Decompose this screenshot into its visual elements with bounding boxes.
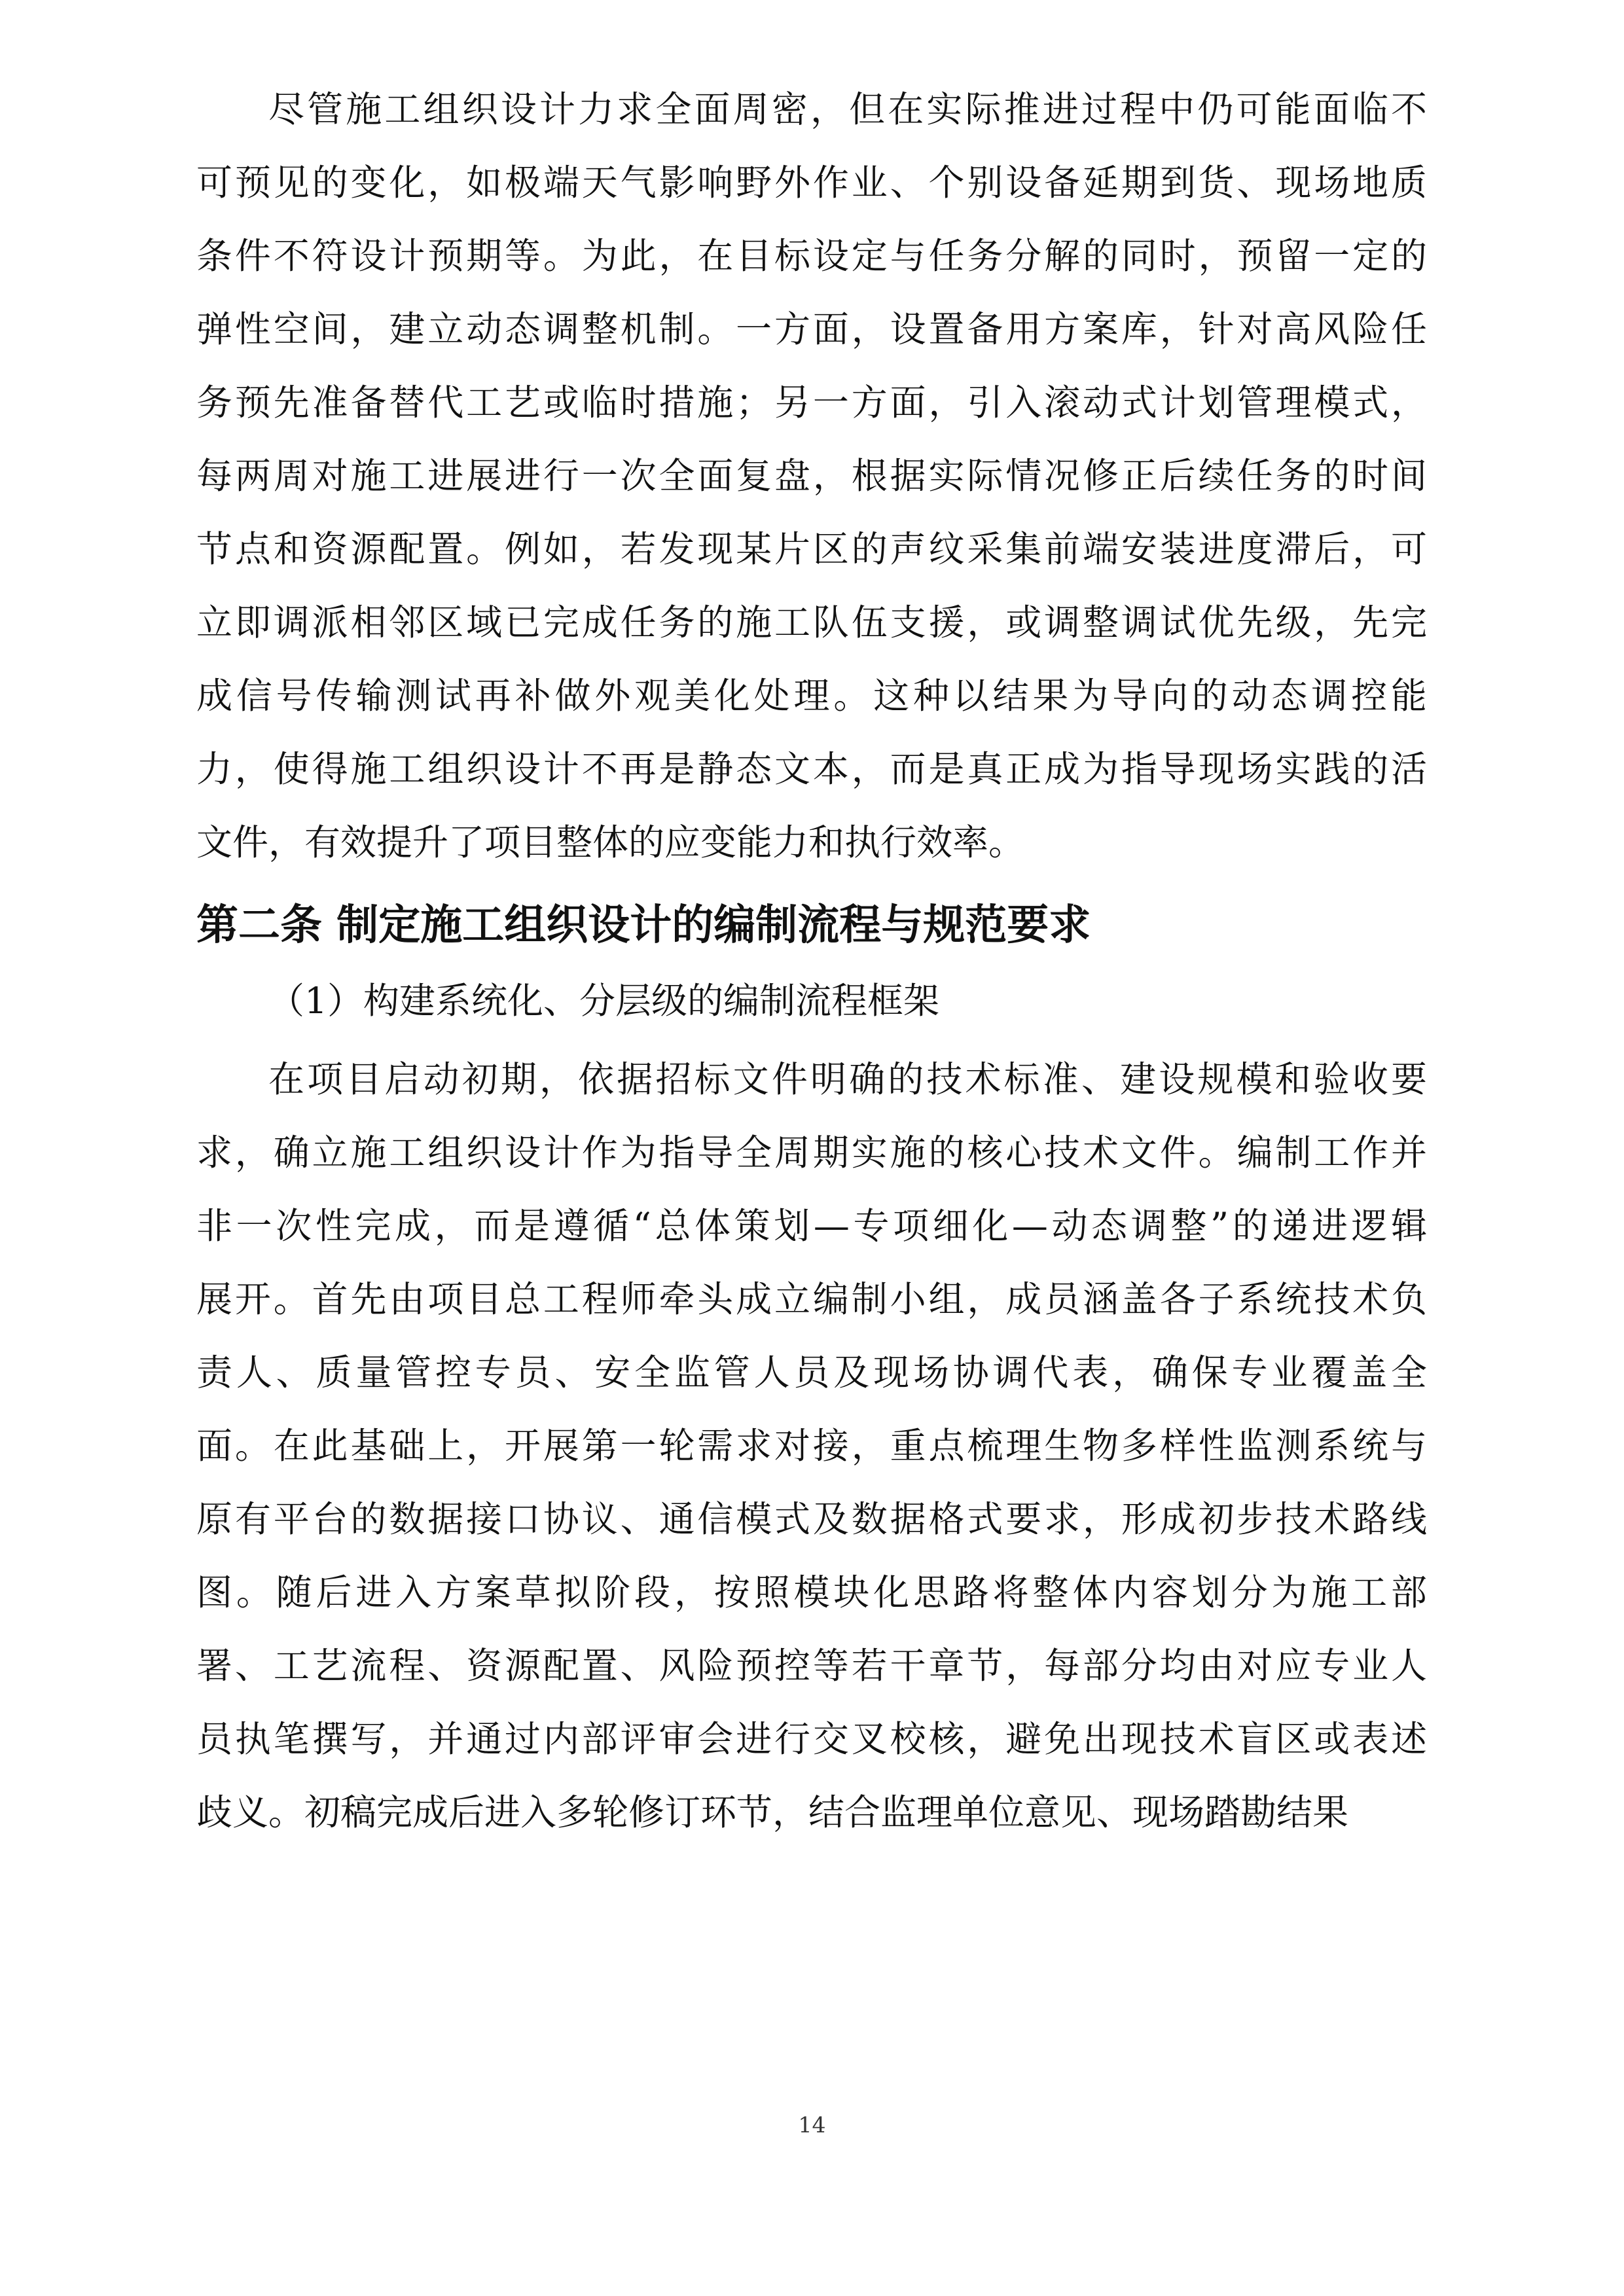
paragraph-line: 务预先准备替代工艺或临时措施；另一方面，引入滚动式计划管理模式，	[196, 382, 1430, 423]
paragraph-line: 文件，有效提升了项目整体的应变能力和执行效率。	[196, 821, 1025, 863]
paragraph-line: 求，确立施工组织设计作为指导全周期实施的核心技术文件。编制工作并	[196, 1132, 1430, 1174]
paragraph-line: 力，使得施工组织设计不再是静态文本，而是真正成为指导现场实践的活	[196, 748, 1430, 790]
paragraph-line: 歧义。初稿完成后进入多轮修订环节，结合监理单位意见、现场踏勘结果	[196, 1791, 1349, 1833]
paragraph-line: 面。在此基础上，开展第一轮需求对接，重点梳理生物多样性监测系统与	[196, 1425, 1430, 1467]
paragraph-line: 成信号传输测试再补做外观美化处理。这种以结果为导向的动态调控能	[196, 675, 1431, 717]
paragraph-line: 弹性空间，建立动态调整机制。一方面，设置备用方案库，针对高风险任	[196, 308, 1430, 350]
paragraph-line: 展开。首先由项目总工程师牵头成立编制小组，成员涵盖各子系统技术负	[196, 1278, 1430, 1320]
paragraph-line: 每两周对施工进展进行一次全面复盘，根据实际情况修正后续任务的时间	[196, 455, 1430, 497]
paragraph-line: 立即调派相邻区域已完成任务的施工队伍支援，或调整调试优先级，先完	[196, 601, 1430, 643]
paragraph-line: 员执笔撰写，并通过内部评审会进行交叉校核，避免出现技术盲区或表述	[196, 1718, 1430, 1760]
section-heading: 第二条 制定施工组织设计的编制流程与规范要求	[196, 901, 1091, 950]
page-number: 14	[798, 2112, 826, 2138]
subsection-heading: （1）构建系统化、分层级的编制流程框架	[268, 980, 939, 1022]
paragraph-line: 尽管施工组织设计力求全面周密，但在实际推进过程中仍可能面临不	[268, 88, 1430, 130]
paragraph-line: 可预见的变化，如极端天气影响野外作业、个别设备延期到货、现场地质	[196, 162, 1430, 204]
paragraph-line: 原有平台的数据接口协议、通信模式及数据格式要求，形成初步技术路线	[196, 1498, 1430, 1540]
paragraph-line: 在项目启动初期，依据招标文件明确的技术标准、建设规模和验收要	[268, 1058, 1430, 1100]
paragraph-line: 责人、质量管控专员、安全监管人员及现场协调代表，确保专业覆盖全	[196, 1352, 1431, 1393]
paragraph-line: 图。随后进入方案草拟阶段，按照模块化思路将整体内容划分为施工部	[196, 1571, 1431, 1613]
paragraph-line: 署、工艺流程、资源配置、风险预控等若干章节，每部分均由对应专业人	[196, 1645, 1430, 1687]
paragraph-line: 非一次性完成，而是遵循“总体策划—专项细化—动态调整”的递进逻辑	[196, 1205, 1431, 1247]
paragraph-line: 节点和资源配置。例如，若发现某片区的声纹采集前端安装进度滞后，可	[196, 528, 1430, 570]
paragraph-line: 条件不符设计预期等。为此，在目标设定与任务分解的同时，预留一定的	[196, 235, 1430, 277]
